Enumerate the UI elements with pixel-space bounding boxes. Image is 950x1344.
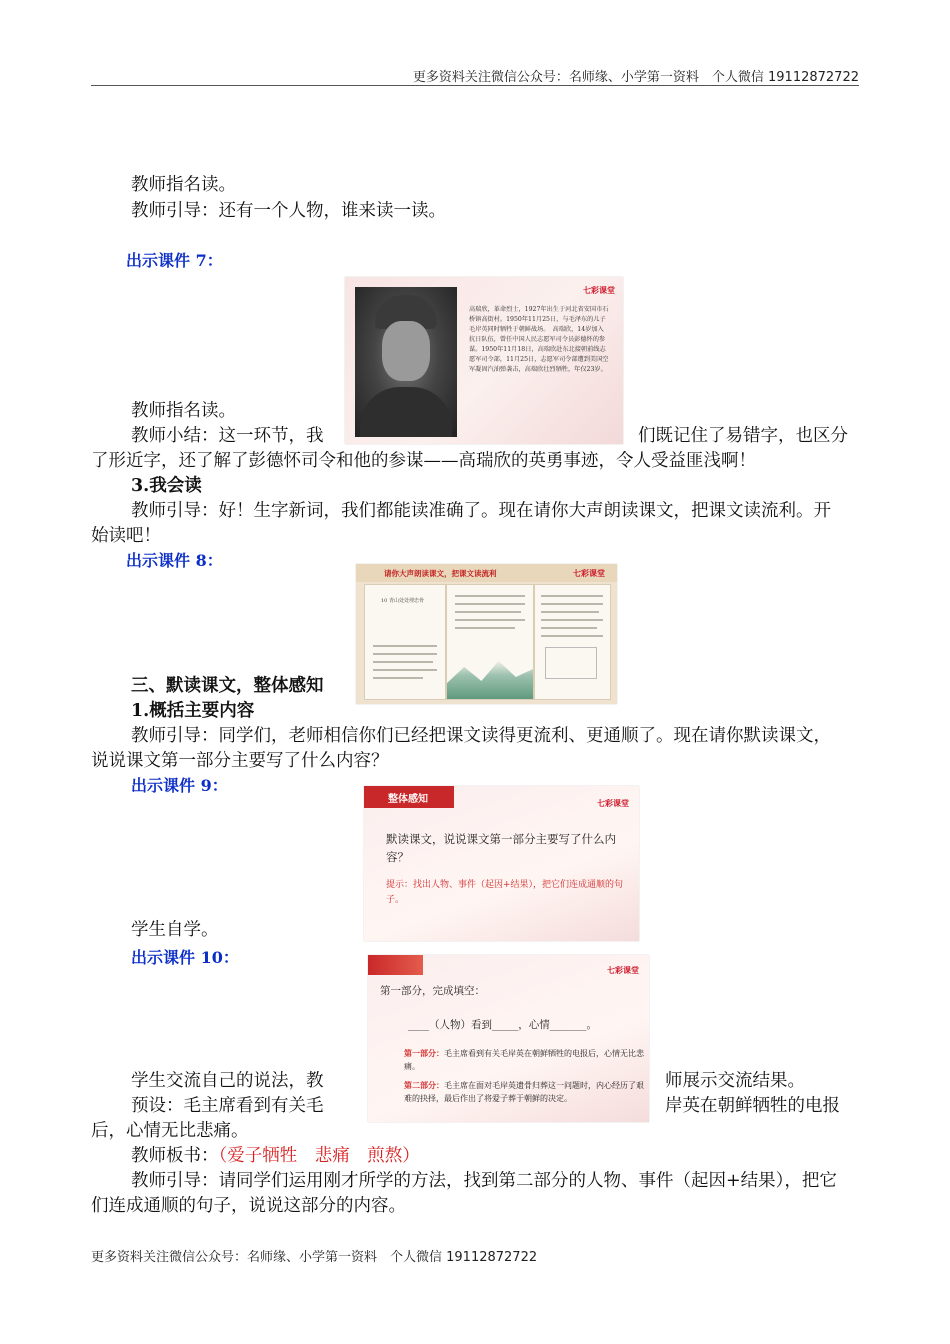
slide-heading-9: 出示课件 9：: [131, 776, 228, 795]
subheading: 1.概括主要内容: [131, 701, 255, 721]
slide-10-part2: 毛主席在面对毛岸英遗骨归葬这一问题时，内心经历了艰难的抉择，最后作出了将爱子葬于朝鲜的决定。: [404, 1081, 644, 1103]
slide-10-blank: ____（人物）看到_____，心情_______。: [408, 1019, 597, 1031]
slide-8-image: [356, 564, 617, 704]
paragraph: 学生自学。: [131, 920, 219, 940]
slide-8-title: 请你大声朗读课文，把课文读流利: [384, 569, 497, 578]
paragraph: 教师引导：还有一个人物，谁来读一读。: [131, 201, 446, 221]
slide-logo: 七彩课堂: [573, 569, 605, 578]
slide-9-tip: 提示：找出人物、事件（起因+结果），把它们连成通顺的句子。: [386, 880, 624, 905]
page-footer: 更多资料关注微信公众号：名师缘、小学第一资料 个人微信 19112872722: [91, 1250, 538, 1265]
paragraph: 师展示交流结果。: [665, 1071, 805, 1091]
paragraph: 教师指名读。: [131, 175, 236, 195]
slide-heading-8: 出示课件 8：: [126, 551, 223, 570]
paragraph: 后，心情无比悲痛。: [91, 1121, 249, 1141]
slide-heading-7: 出示课件 7：: [126, 251, 223, 270]
paragraph: 预设：毛主席看到有关毛: [131, 1096, 324, 1116]
slide-heading-10: 出示课件 10：: [131, 948, 239, 967]
subheading: 3.我会读: [131, 476, 202, 496]
board-writing: （爱子牺牲 悲痛 煎熬）: [218, 1146, 420, 1166]
slide-10-title: 第一部分，完成填空：: [380, 985, 485, 997]
slide-8-lesson: 10 青山处处埋忠骨: [381, 598, 424, 604]
slide-10-part1-label: 第一部分：: [404, 1048, 444, 1058]
slide-7-text: 高瑞欣，革命烈士，1927年出生于河北省安国市石桥镇高街村。1950年11月25日，与毛泽东的儿子毛岸英同时牺牲于朝鲜战场。 高瑞欣，14岁加入抗日队伍，曾任中国人民志愿军司令员彭德怀的参谋。1950年11月18日，高瑞欣赴东北接朝前线志愿军司令部，11月25日，志愿军司令部遭到美国空军凝固汽油弹袭击，高瑞欣壮烈牺牲，年仅23岁。: [469, 306, 609, 373]
paragraph: 学生交流自己的说法，教: [131, 1071, 324, 1091]
paragraph: 教师小结：这一环节，我: [131, 426, 324, 446]
paragraph: [131, 1143, 420, 1169]
slide-9-question: 默读课文，说说课文第一部分主要写了什么内容？: [386, 832, 616, 864]
page-header: 更多资料关注微信公众号：名师缘、小学第一资料 个人微信 19112872722: [412, 70, 859, 85]
flag-decoration: [368, 955, 423, 975]
paragraph: 了形近字，还了解了彭德怀司令和他的参谋——高瑞欣的英勇事迹，令人受益匪浅啊！: [91, 451, 756, 471]
paragraph: 说说课文第一部分主要写了什么内容？: [91, 751, 389, 771]
slide-10-part1: 毛主席看到有关毛岸英在朝鲜牺牲的电报后，心情无比悲痛。: [404, 1049, 644, 1071]
paragraph: 教师引导：同学们，老师相信你们已经把课文读得更流利、更通顺了。现在请你默读课文，: [131, 726, 831, 746]
section-heading: 三、默读课文，整体感知: [131, 676, 324, 696]
slide-logo: 七彩课堂: [607, 966, 639, 975]
paragraph: 教师引导：请同学们运用刚才所学的方法，找到第二部分的人物、事件（起因+结果），把它: [131, 1171, 837, 1191]
paragraph: 们既记住了易错字，也区分: [638, 426, 848, 446]
paragraph: 教师引导：好！生字新词，我们都能读准确了。现在请你大声朗读课文，把课文读流利。开: [131, 501, 831, 521]
portrait-photo: [355, 287, 457, 437]
header-rule: [91, 85, 859, 86]
slide-logo: 七彩课堂: [583, 286, 615, 295]
slide-10-part2-label: 第二部分：: [404, 1080, 444, 1090]
slide-9-header: 整体感知: [388, 794, 428, 805]
slide-10-image: [368, 955, 649, 1122]
paragraph: 们连成通顺的句子，说说这部分的内容。: [91, 1196, 406, 1216]
board-label: 教师板书：: [131, 1146, 219, 1166]
paragraph: 始读吧！: [91, 526, 161, 546]
paragraph: 岸英在朝鲜牺牲的电报: [665, 1096, 840, 1116]
slide-7-image: [345, 277, 623, 444]
paragraph: 教师指名读。: [131, 401, 236, 421]
slide-logo: 七彩课堂: [597, 799, 629, 808]
slide-9-image: [364, 786, 639, 941]
